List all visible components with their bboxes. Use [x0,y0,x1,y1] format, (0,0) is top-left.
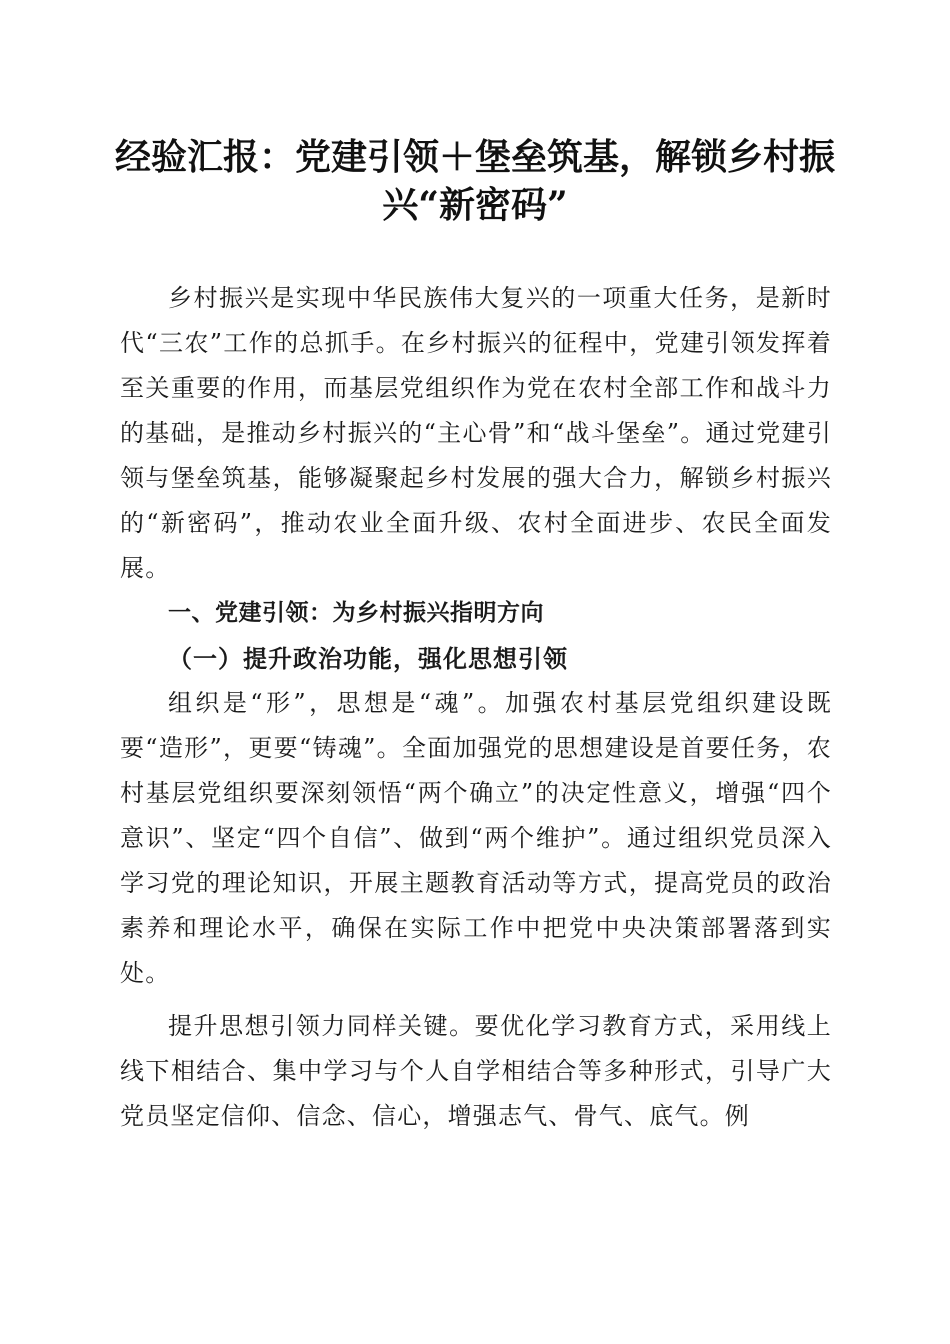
subsection-heading: （一）提升政治功能，强化思想引领 [168,644,568,673]
section-heading: 一、党建引领：为乡村振兴指明方向 [168,600,544,626]
body-paragraph: 组织是“形”，思想是“魂”。加强农村基层党组织建设既要“造形”，更要“铸魂”。全面加强党的思想建设是首要任务，农村基层党组织要深刻领悟“两个确立”的决定性意义，增强“四个意识”、坚定“四个自信”、做到“两个维护”。通过组织党员深入学习党的理论知识，开展主题教育活动等方式，提高党员的政治素养和理论水平，确保在实际工作中把党中央决策部署落到实处。 [120,689,832,987]
body-paragraph: 提升思想引领力同样关键。要优化学习教育方式，采用线上线下相结合、集中学习与个人自学相结合等多种形式，引导广大党员坚定信仰、信念、信心，增强志气、骨气、底气。例 [120,1012,832,1130]
intro-paragraph: 乡村振兴是实现中华民族伟大复兴的一项重大任务，是新时代“三农”工作的总抓手。在乡村振兴的征程中，党建引领发挥着至关重要的作用，而基层党组织作为党在农村全部工作和战斗力的基础，是推动乡村振兴的“主心骨”和“战斗堡垒”。通过党建引领与堡垒筑基，能够凝聚起乡村发展的强大合力，解锁乡村振兴的“新密码”，推动农业全面升级、农村全面进步、农民全面发展。 [120,284,832,582]
document-body [120,276,832,1139]
paragraph-gap [120,996,832,1004]
document-title: 经验汇报：党建引领＋堡垒筑基，解锁乡村振兴“新密码” [114,136,835,226]
